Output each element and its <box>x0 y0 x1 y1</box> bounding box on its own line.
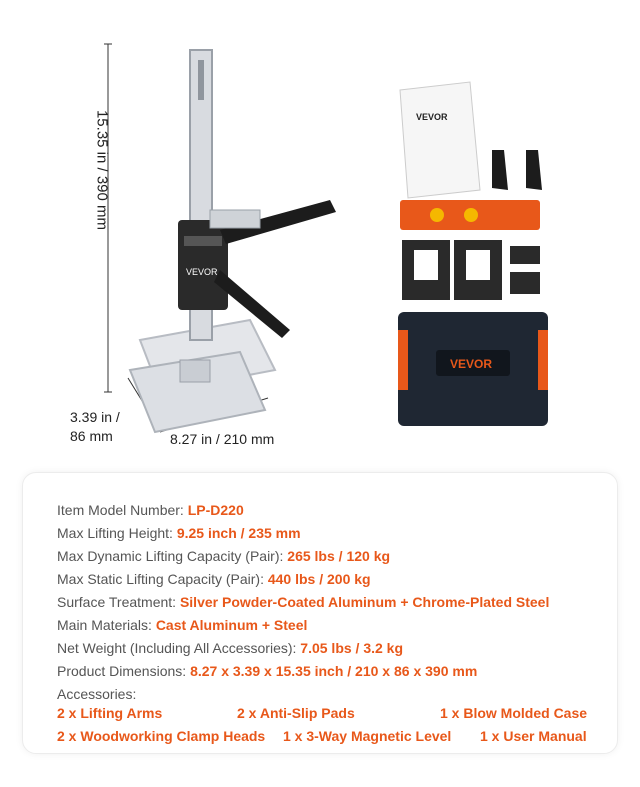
depth-dimension-line1: 3.39 in / <box>70 409 120 425</box>
height-dimension-label: 15.35 in / 390 mm <box>93 109 111 231</box>
spec-value: 265 lbs / 120 kg <box>287 548 391 564</box>
spec-label: Max Lifting Height: <box>57 525 177 541</box>
spec-value: 440 lbs / 200 kg <box>267 571 371 587</box>
accessories-image <box>380 80 560 430</box>
spec-surface-treatment <box>57 591 617 614</box>
case-logo: VEVOR <box>450 357 493 371</box>
lifting-tool-image <box>100 40 360 450</box>
spec-label: Net Weight (Including All Accessories): <box>57 640 301 656</box>
tool-logo: VEVOR <box>186 267 218 277</box>
depth-dimension-line2: 86 mm <box>70 428 113 444</box>
accessories-heading: Accessories: <box>57 686 137 702</box>
accessory-item: 2 x Lifting Arms <box>57 705 163 721</box>
spec-product-dimensions <box>57 660 617 683</box>
spec-max-lifting-height <box>57 522 617 545</box>
spec-label: Max Dynamic Lifting Capacity (Pair): <box>57 548 288 564</box>
specifications-panel <box>22 472 618 754</box>
spec-net-weight <box>57 637 617 660</box>
spec-dynamic-capacity <box>57 545 617 568</box>
spec-value: 7.05 lbs / 3.2 kg <box>300 640 404 656</box>
spec-main-materials <box>57 614 617 637</box>
spec-label: Main Materials: <box>57 617 156 633</box>
accessory-item: 1 x 3-Way Magnetic Level <box>283 728 452 744</box>
accessory-item: 2 x Anti-Slip Pads <box>237 705 355 721</box>
spec-label: Item Model Number: <box>57 502 188 518</box>
spec-value: Cast Aluminum + Steel <box>155 617 308 633</box>
accessory-item: 1 x Blow Molded Case <box>440 705 588 721</box>
spec-value: 9.25 inch / 235 mm <box>176 525 301 541</box>
spec-static-capacity <box>57 568 617 591</box>
manual-logo: VEVOR <box>416 112 448 122</box>
spec-label: Surface Treatment: <box>57 594 180 610</box>
spec-label: Product Dimensions: <box>57 663 191 679</box>
accessory-item: 1 x User Manual <box>480 728 587 744</box>
spec-model-number <box>57 499 617 522</box>
accessory-item: 2 x Woodworking Clamp Heads <box>57 728 266 744</box>
spec-label: Max Static Lifting Capacity (Pair): <box>57 571 268 587</box>
spec-value: Silver Powder-Coated Aluminum + Chrome-Plated Steel <box>179 594 550 610</box>
spec-value: LP-D220 <box>187 502 244 518</box>
spec-value: 8.27 x 3.39 x 15.35 inch / 210 x 86 x 390 mm <box>190 663 478 679</box>
width-dimension-label: 8.27 in / 210 mm <box>170 431 275 447</box>
spec-list <box>57 499 617 706</box>
